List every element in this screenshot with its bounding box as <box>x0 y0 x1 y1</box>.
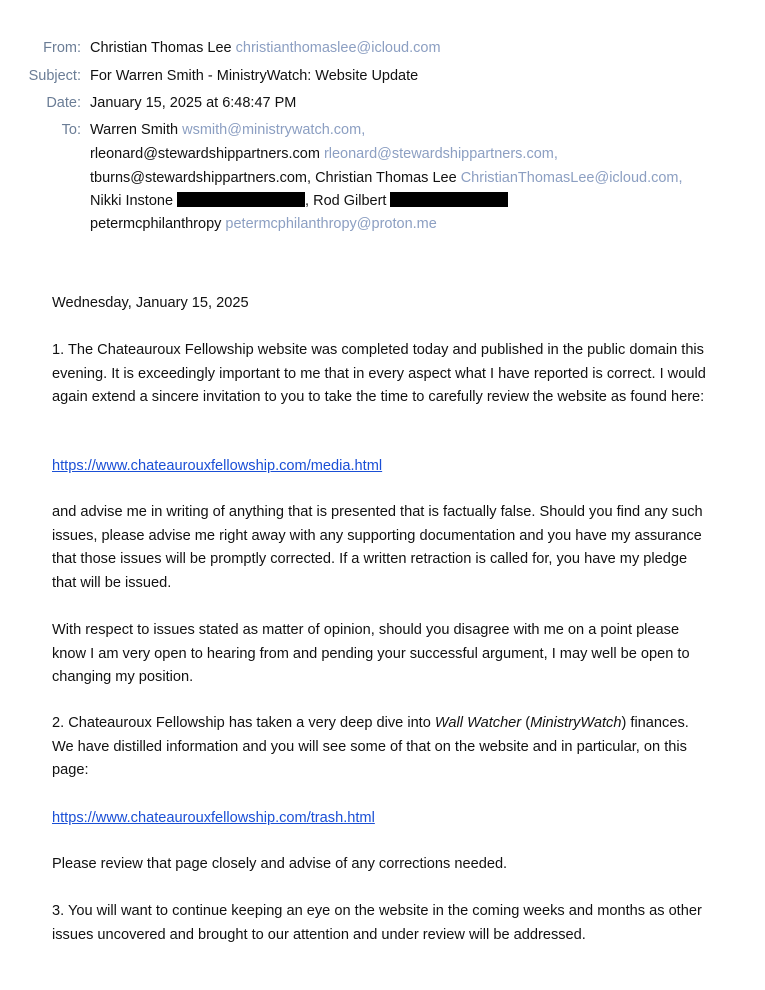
recipient-email[interactable]: ChristianThomasLee@icloud.com, <box>460 170 683 186</box>
date-value: January 15, 2025 at 6:48:47 PM <box>90 95 297 111</box>
wall-watcher-emphasis: Wall Watcher <box>434 715 522 731</box>
paragraph-4-text-c: ) finances. We have distilled information and you will see some of that on the website and in particular, on this page: <box>52 715 689 778</box>
paragraph-6: 3. You will want to continue keeping an eye on the website in the coming weeks and months as other issues uncovered and brought to our attention and under review will be addressed. <box>52 903 702 943</box>
sender-name: Christian Thomas Lee <box>90 40 232 56</box>
media-link-line <box>52 455 712 479</box>
redaction-bar <box>177 192 305 207</box>
recipient-name: tburns@stewardshippartners.com, <box>90 170 312 186</box>
recipient-name: Rod Gilbert <box>313 193 387 209</box>
paragraph-4-text-b: ( <box>521 715 531 731</box>
recipient-line-5 <box>90 214 437 234</box>
paragraph-4-text-a: 2. Chateauroux Fellowship has taken a very deep dive into <box>52 715 435 731</box>
from-label: From: <box>43 40 81 56</box>
from-value <box>90 38 441 58</box>
paragraph-5: Please review that page closely and advise of any corrections needed. <box>52 856 508 872</box>
ministrywatch-emphasis: MinistryWatch <box>530 715 622 731</box>
redaction-bar <box>390 192 508 207</box>
recipient-name: Warren Smith <box>90 122 179 138</box>
recipient-email[interactable]: wsmith@ministrywatch.com, <box>182 122 366 138</box>
media-page-link[interactable]: https://www.chateaurouxfellowship.com/media.html <box>52 458 383 474</box>
recipient-name: Nikki Instone <box>90 193 174 209</box>
recipient-email[interactable]: rleonard@stewardshippartners.com, <box>323 146 558 162</box>
separator: , <box>305 193 310 209</box>
date-label: Date: <box>46 95 81 111</box>
paragraph-3: With respect to issues stated as matter of opinion, should you disagree with me on a point please know I am very open to hearing from and pending your successful argument, I may well be open to changing my position. <box>52 622 690 685</box>
recipient-name: rleonard@stewardshippartners.com <box>90 146 320 162</box>
subject-label: Subject: <box>28 68 81 84</box>
recipient-line-3 <box>90 168 683 188</box>
recipient-name: petermcphilanthropy <box>90 216 222 232</box>
recipient-line-4 <box>90 191 508 211</box>
recipient-name: Christian Thomas Lee <box>315 170 457 186</box>
trash-link-line <box>52 807 712 831</box>
recipient-email[interactable]: petermcphilanthropy@proton.me <box>225 216 437 232</box>
body-date: Wednesday, January 15, 2025 <box>52 295 249 311</box>
trash-page-link[interactable]: https://www.chateaurouxfellowship.com/trash.html <box>52 810 375 826</box>
paragraph-4 <box>52 712 712 783</box>
paragraph-2: and advise me in writing of anything that is presented that is factually false. Should you find any such issues, please advise me right away with any supporting documentation and you have my assurance that those issues will be promptly corrected. If a written retraction is called for, you have my pledge that will be issued. <box>52 504 703 591</box>
recipient-line-2 <box>90 144 558 164</box>
sender-email[interactable]: christianthomaslee@icloud.com <box>235 40 441 56</box>
to-label: To: <box>61 122 81 138</box>
subject-value: For Warren Smith - MinistryWatch: Website Update <box>90 68 419 84</box>
recipient-line-1 <box>90 120 365 140</box>
paragraph-1: 1. The Chateauroux Fellowship website was completed today and published in the public domain this evening. It is exceedingly important to me that in every aspect what I have reported is correct. I would again extend a sincere invitation to you to take the time to carefully review the website as found here: <box>52 342 706 405</box>
